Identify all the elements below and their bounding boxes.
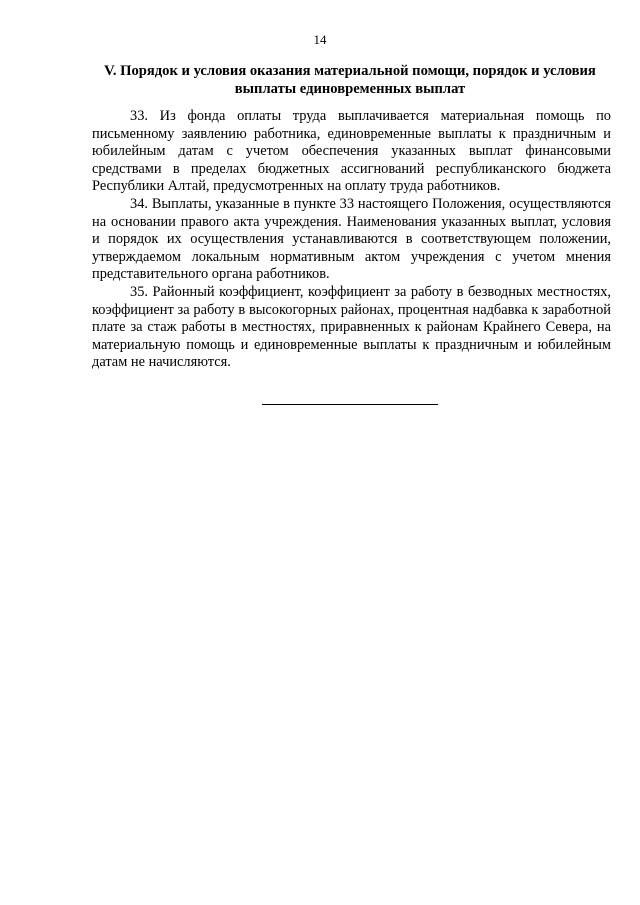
section-title-line-2: выплаты единовременных выплат: [234, 81, 466, 97]
end-divider-line: [262, 404, 438, 405]
page-number: 14: [313, 32, 327, 47]
paragraph-34: 34. Выплаты, указанные в пункте 33 настоящего Положения, осуществляются на основании правого акта учреждения. Наименования указанных выплат, условия и порядок их осуществления устанавливаются в соответствующем положении, утверждаемом локальным нормативным актом учреждения с учетом мнения представительного органа работников.: [92, 195, 611, 283]
section-body: [92, 108, 611, 372]
section-title: [85, 62, 615, 98]
paragraph-35: 35. Районный коэффициент, коэффициент за работу в безводных местностях, коэффициент за работу в высокогорных районах, процентная надбавка к заработной плате за стаж работы в местностях, приравненных к районам Крайнего Севера, на материальную помощь и единовременные выплаты к праздничным и юбилейным датам не начисляются.: [92, 283, 611, 371]
paragraph-33: 33. Из фонда оплаты труда выплачивается материальная помощь по письменному заявлению работника, единовременные выплаты к праздничным и юбилейным датам с учетом обеспечения указанных выплат финансовыми средствами в пределах бюджетных ассигнований республиканского бюджета Республики Алтай, предусмотренных на оплату труда работников.: [92, 108, 611, 195]
section-title-line-1: V. Порядок и условия оказания материальной помощи, порядок и условия: [104, 63, 596, 79]
